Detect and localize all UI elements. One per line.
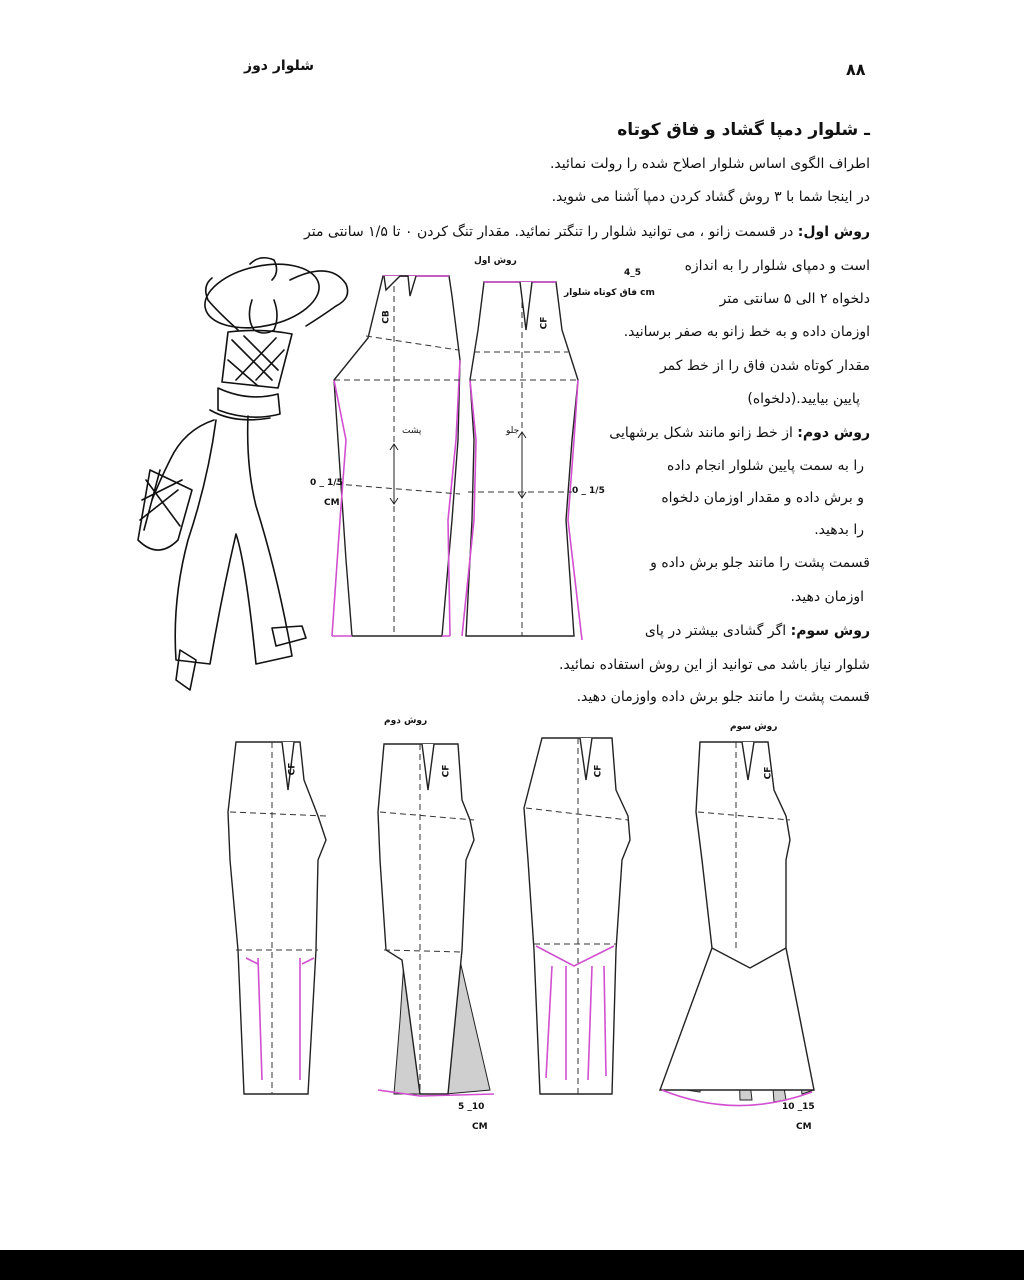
pattern-a (228, 742, 326, 1094)
fig1-back-label: پشت (402, 426, 422, 436)
fig2-caption: روش دوم (384, 716, 428, 726)
pattern-b (378, 744, 494, 1096)
pattern-d-cf-label: CF (763, 766, 774, 780)
method1-back-pattern (332, 276, 460, 636)
method1-front-pattern (462, 282, 582, 640)
page-number: ۸۸ (846, 60, 866, 79)
fashion-illustration (138, 255, 348, 690)
method2-line-5: قسمت پشت را مانند جلو برش داده و (650, 555, 870, 571)
method3-line-3: قسمت پشت را مانند جلو برش داده واوزمان دهید. (576, 689, 870, 705)
method2-line-2: را به سمت پایین شلوار انجام داده (667, 458, 864, 474)
fig1-crotch-amount: 4_5 (624, 268, 642, 278)
fig1-front-label: جلو (506, 426, 520, 436)
fig1-caption: روش اول (474, 256, 517, 266)
method2-line-4: را بدهید. (814, 522, 864, 538)
pattern-c (524, 738, 630, 1094)
method1-heading: روش اول: (797, 224, 870, 240)
method2-heading: روش دوم: (797, 425, 870, 441)
bottom-bar (0, 1250, 1024, 1280)
fig1-cf-label: CF (539, 316, 550, 330)
method2-line-3: و برش داده و مقدار اوزمان دلخواه (661, 490, 864, 506)
method3-line-2: شلوار نیاز باشد می توانید از این روش استفاده نمائید. (559, 657, 870, 673)
method1-text: در قسمت زانو ، می توانید شلوار را تنگتر نمائید. مقدار تنگ کردن ۰ تا ۱/۵ سانتی متر (304, 224, 798, 240)
fig1-knee-front-amount: 0 _ 1/5 (572, 486, 605, 496)
method2-text: از خط زانو مانند شکل برشهایی (609, 425, 798, 441)
fig2-hem-amount: 5 _10 (458, 1102, 485, 1112)
fig3-hem-amount: 10 _15 (782, 1102, 815, 1112)
fig1-cb-label: CB (381, 310, 392, 324)
intro-line-1: اطراف الگوی اساس شلوار اصلاح شده را رولت نمائید. (549, 156, 870, 172)
fig1-knee-back-unit: CM (324, 498, 340, 508)
fig2-hem-unit: CM (472, 1122, 488, 1132)
pattern-b-cf-label: CF (441, 764, 452, 778)
fig1-knee-back-amount: 0 _ 1/5 (310, 478, 343, 488)
method3-text: اگر گشادی بیشتر در پای (644, 623, 791, 639)
method1-line-3: دلخواه ۲ الی ۵ سانتی متر (719, 291, 870, 307)
method1-line-2: است و دمپای شلوار را به اندازه (684, 258, 870, 274)
method2-line-6: اوزمان دهید. (790, 589, 864, 605)
method1-line-5: مقدار کوتاه شدن فاق را از خط کمر (659, 358, 870, 374)
method1-line-6: پایین بیایید.(دلخواه) (747, 391, 860, 407)
pattern-d (660, 742, 814, 1106)
fig3-caption: روش سوم (730, 722, 778, 732)
book-title: شلوار دوز (244, 58, 314, 74)
method3-heading: روش سوم: (790, 623, 870, 639)
section-title: ـ شلوار دمپا گشاد و فاق کوتاه (617, 120, 870, 140)
fig3-hem-unit: CM (796, 1122, 812, 1132)
fig1-crotch-note: فاق کوتاه شلوار cm (564, 288, 655, 298)
method1-line-4: اوزمان داده و به خط زانو به صفر برسانید. (623, 324, 870, 340)
intro-line-2: در اینجا شما با ۳ روش گشاد کردن دمپا آشنا می شوید. (551, 189, 870, 205)
pattern-c-cf-label: CF (593, 764, 604, 778)
pattern-a-cf-label: CF (287, 762, 298, 776)
